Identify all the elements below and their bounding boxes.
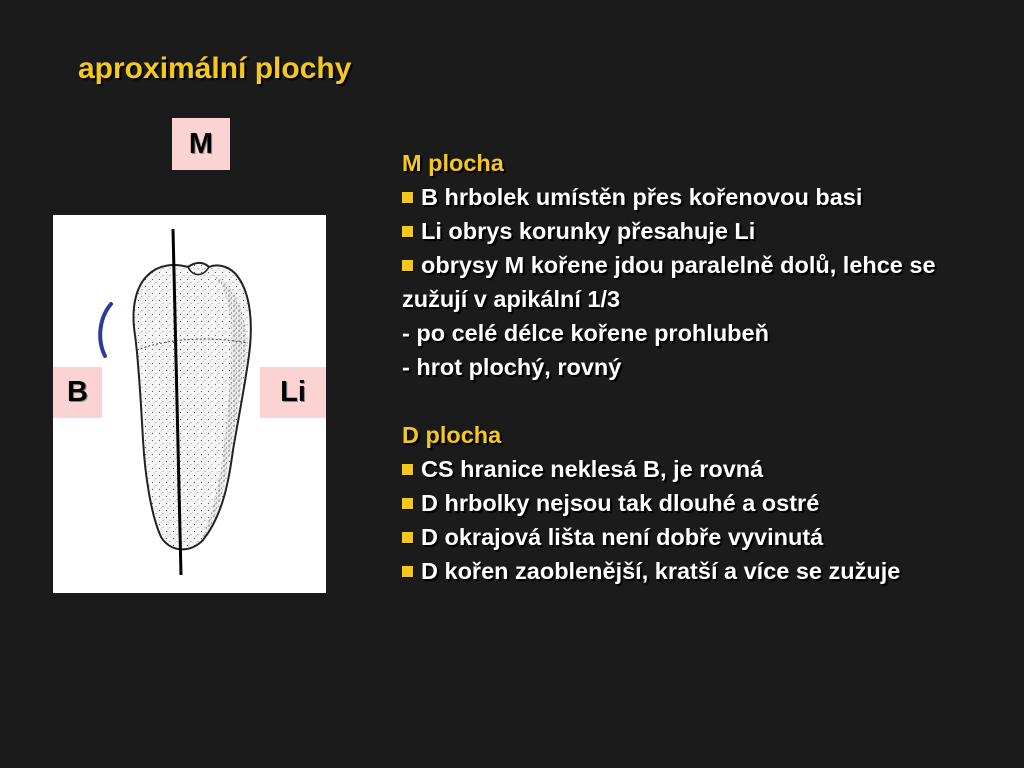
square-bullet-icon (402, 226, 413, 237)
label-mesial: M (172, 118, 230, 170)
d-bullet-item: CS hranice neklesá B, je rovná (402, 452, 1002, 486)
d-section-heading: D plocha (402, 422, 502, 448)
buccal-bulge-arc (95, 300, 115, 360)
m-bullet-item: B hrbolek umístěn přes kořenovou basi (402, 180, 1002, 214)
d-bullet-item: D kořen zaobleněјší, kratší a více se zužuje (402, 554, 962, 588)
square-bullet-icon (402, 566, 413, 577)
d-bullet-item: D hrbolky nejsou tak dlouhé a ostré (402, 486, 1002, 520)
square-bullet-icon (402, 532, 413, 543)
m-bullet-item: Li obrys korunky přesahuje Li (402, 214, 1002, 248)
d-bullet-item: D okrajová lišta není dobře vyvinutá (402, 520, 1002, 554)
description-text (402, 146, 1002, 588)
m-dash-item: - po celé délce kořene prohlubeň (402, 320, 769, 346)
m-bullet-item: obrysy M kořene jdou paralelně dolů, lehce se zužují v apikální 1/3 (402, 252, 936, 312)
square-bullet-icon (402, 260, 413, 271)
square-bullet-icon (402, 464, 413, 475)
square-bullet-icon (402, 192, 413, 203)
m-section-heading: M plocha (402, 150, 504, 176)
m-dash-item: - hrot plochý, rovný (402, 354, 622, 380)
label-lingual: Li (260, 367, 326, 418)
slide-title: aproximální plochy (78, 52, 352, 85)
square-bullet-icon (402, 498, 413, 509)
label-buccal: B (53, 367, 102, 418)
